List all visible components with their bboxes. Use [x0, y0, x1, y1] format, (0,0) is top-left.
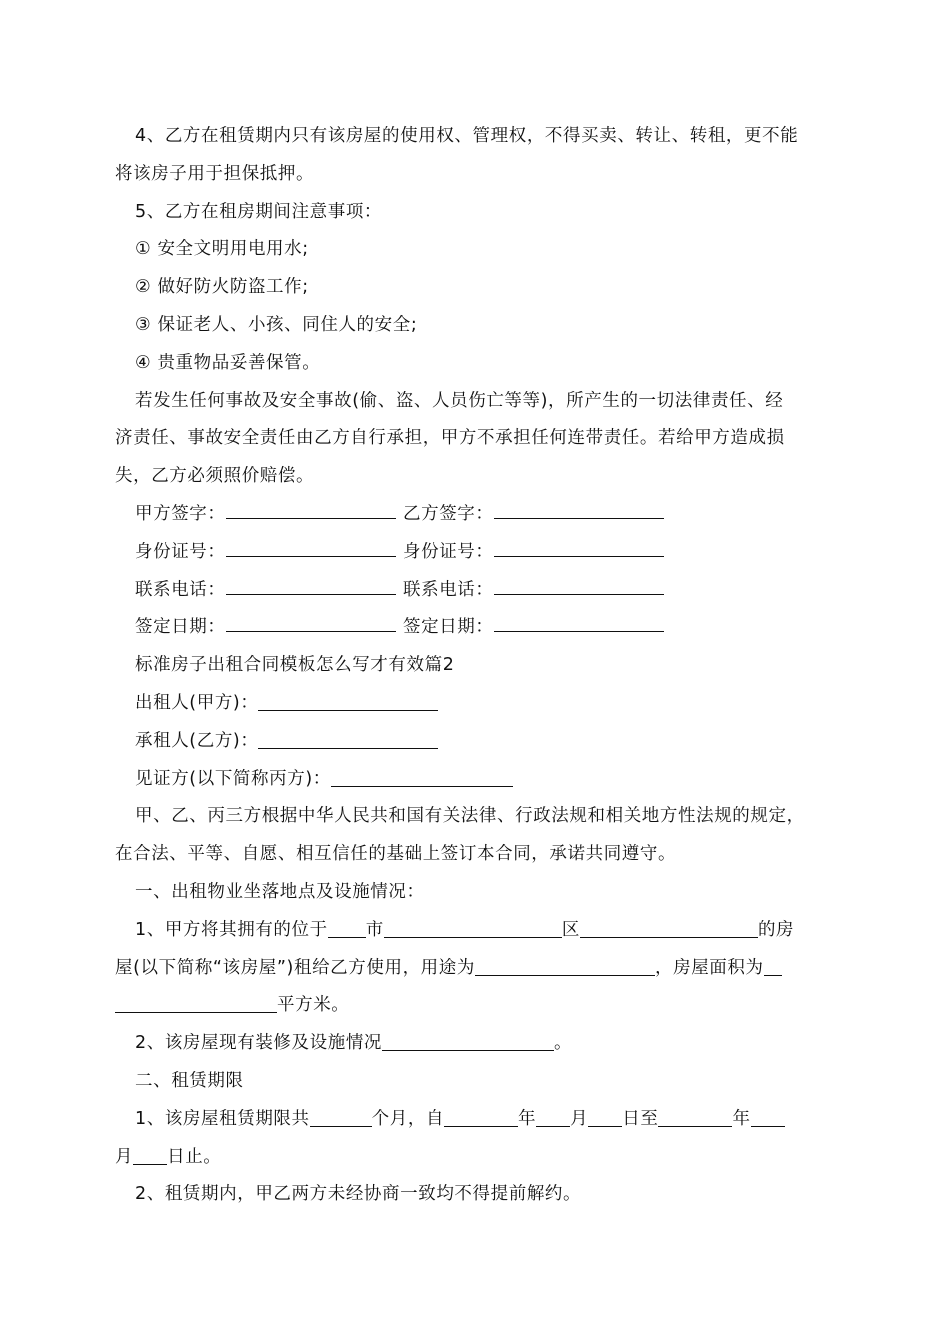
intro-line2: 在合法、平等、自愿、相互信任的基础上签订本合同，承诺共同遵守。 [115, 844, 677, 865]
term-text: 1、该房屋租赁期限共 [135, 1108, 310, 1129]
term-clause-line1 [115, 1101, 850, 1139]
property-clause-line2 [115, 950, 850, 988]
party-a-date-label: 签定日期： [135, 617, 226, 638]
party-a-phone-blank [226, 593, 396, 595]
party-b-id-label: 身份证号： [403, 541, 494, 562]
lessee-label: 承租人(乙方)： [135, 730, 259, 751]
party-b-sign-blank [494, 517, 664, 519]
notice-item-4: ④ 贵重物品妥善保管。 [135, 352, 321, 373]
party-a-phone-label: 联系电话： [135, 579, 226, 600]
start-month-blank [536, 1125, 570, 1127]
accident-clause-line1: 若发生任何事故及安全事故(偷、盗、人员伤亡等等)，所产生的一切法律责任、经 [135, 390, 784, 411]
facilities-text: 2、该房屋现有装修及设施情况 [135, 1033, 383, 1054]
party-b-date-blank [494, 630, 664, 632]
area-unit: 平方米。 [277, 995, 350, 1016]
month-label: 月 [570, 1108, 589, 1129]
facilities-blank [382, 1049, 554, 1051]
property-clause-text: ，房屋面积为 [655, 957, 764, 978]
start-year-blank [444, 1125, 518, 1127]
term-text: 个月，自 [371, 1108, 445, 1129]
term-end: 日止。 [167, 1146, 222, 1167]
usage-blank [475, 974, 655, 976]
month-label: 月 [115, 1146, 134, 1167]
heading-term: 二、租赁期限 [135, 1070, 244, 1091]
witness-blank [331, 785, 513, 787]
party-b-id-blank [494, 555, 664, 557]
end-month-blank [751, 1125, 785, 1127]
year-label: 年 [518, 1108, 537, 1129]
party-a-sign-label: 甲方签字： [135, 503, 226, 524]
year-label: 年 [732, 1108, 751, 1129]
city-label: 市 [365, 919, 384, 940]
party-b-phone-blank [494, 593, 664, 595]
district-name-blank [384, 936, 562, 938]
address-blank [580, 936, 758, 938]
party-b-phone-label: 联系电话： [403, 579, 494, 600]
area-blank [115, 1011, 277, 1013]
party-a-id-blank [226, 555, 396, 557]
clause-4-line1: 4、乙方在租赁期内只有该房屋的使用权、管理权，不得买卖、转让、转租，更不能 [135, 126, 799, 146]
months-blank [310, 1125, 372, 1127]
accident-clause-line3: 失，乙方必须照价赔偿。 [115, 466, 315, 487]
term-clause-line2 [115, 1139, 850, 1177]
clause-4-line2: 将该房子用于担保抵押。 [115, 163, 315, 184]
party-a-sign-blank [226, 517, 396, 519]
witness-line [115, 761, 850, 799]
signature-row [115, 496, 850, 534]
witness-label: 见证方(以下简称丙方)： [135, 768, 331, 789]
party-b-sign-label: 乙方签字： [403, 503, 494, 524]
signature-row [115, 572, 850, 610]
property-clause-line1 [115, 912, 850, 950]
term-clause-2: 2、租赁期内，甲乙两方未经协商一致均不得提前解约。 [135, 1184, 582, 1205]
party-a-date-blank [226, 630, 396, 632]
signature-row [115, 609, 850, 647]
party-b-date-label: 签定日期： [403, 617, 494, 638]
party-a-id-label: 身份证号： [135, 541, 226, 562]
property-clause-text: 屋(以下简称“该房屋”)租给乙方使用，用途为 [115, 957, 475, 978]
clause-5: 5、乙方在租房期间注意事项： [135, 201, 383, 222]
lessor-line [115, 685, 850, 723]
area-blank-start [764, 974, 782, 976]
section-title: 标准房子出租合同模板怎么写才有效篇2 [135, 655, 455, 676]
heading-property: 一、出租物业坐落地点及设施情况： [135, 881, 425, 902]
lessee-blank [258, 747, 438, 749]
intro-line1: 甲、乙、丙三方根据中华人民共和国有关法律、行政法规和相关地方性法规的规定， [135, 806, 805, 827]
accident-clause-line2: 济责任、事故安全责任由乙方自行承担，甲方不承担任何连带责任。若给甲方造成损 [115, 428, 785, 449]
district-label: 区 [561, 919, 580, 940]
signature-row [115, 534, 850, 572]
property-clause-text: 的房 [757, 919, 795, 940]
end-day-blank [133, 1163, 167, 1165]
lessor-blank [258, 709, 438, 711]
facilities-end: 。 [554, 1033, 573, 1054]
notice-item-2: ② 做好防火防盗工作; [135, 277, 309, 298]
notice-item-1: ① 安全文明用电用水; [135, 239, 309, 260]
facilities-clause [115, 1025, 850, 1063]
start-day-blank [588, 1125, 622, 1127]
term-text: 日至 [622, 1108, 659, 1129]
end-year-blank [658, 1125, 732, 1127]
city-blank [328, 936, 366, 938]
document-body [115, 118, 850, 1214]
property-clause-text: 1、甲方将其拥有的位于 [135, 919, 328, 940]
lessee-line [115, 723, 850, 761]
notice-item-3: ③ 保证老人、小孩、同住人的安全; [135, 314, 418, 335]
property-clause-line3 [115, 987, 850, 1025]
lessor-label: 出租人(甲方)： [135, 692, 259, 713]
